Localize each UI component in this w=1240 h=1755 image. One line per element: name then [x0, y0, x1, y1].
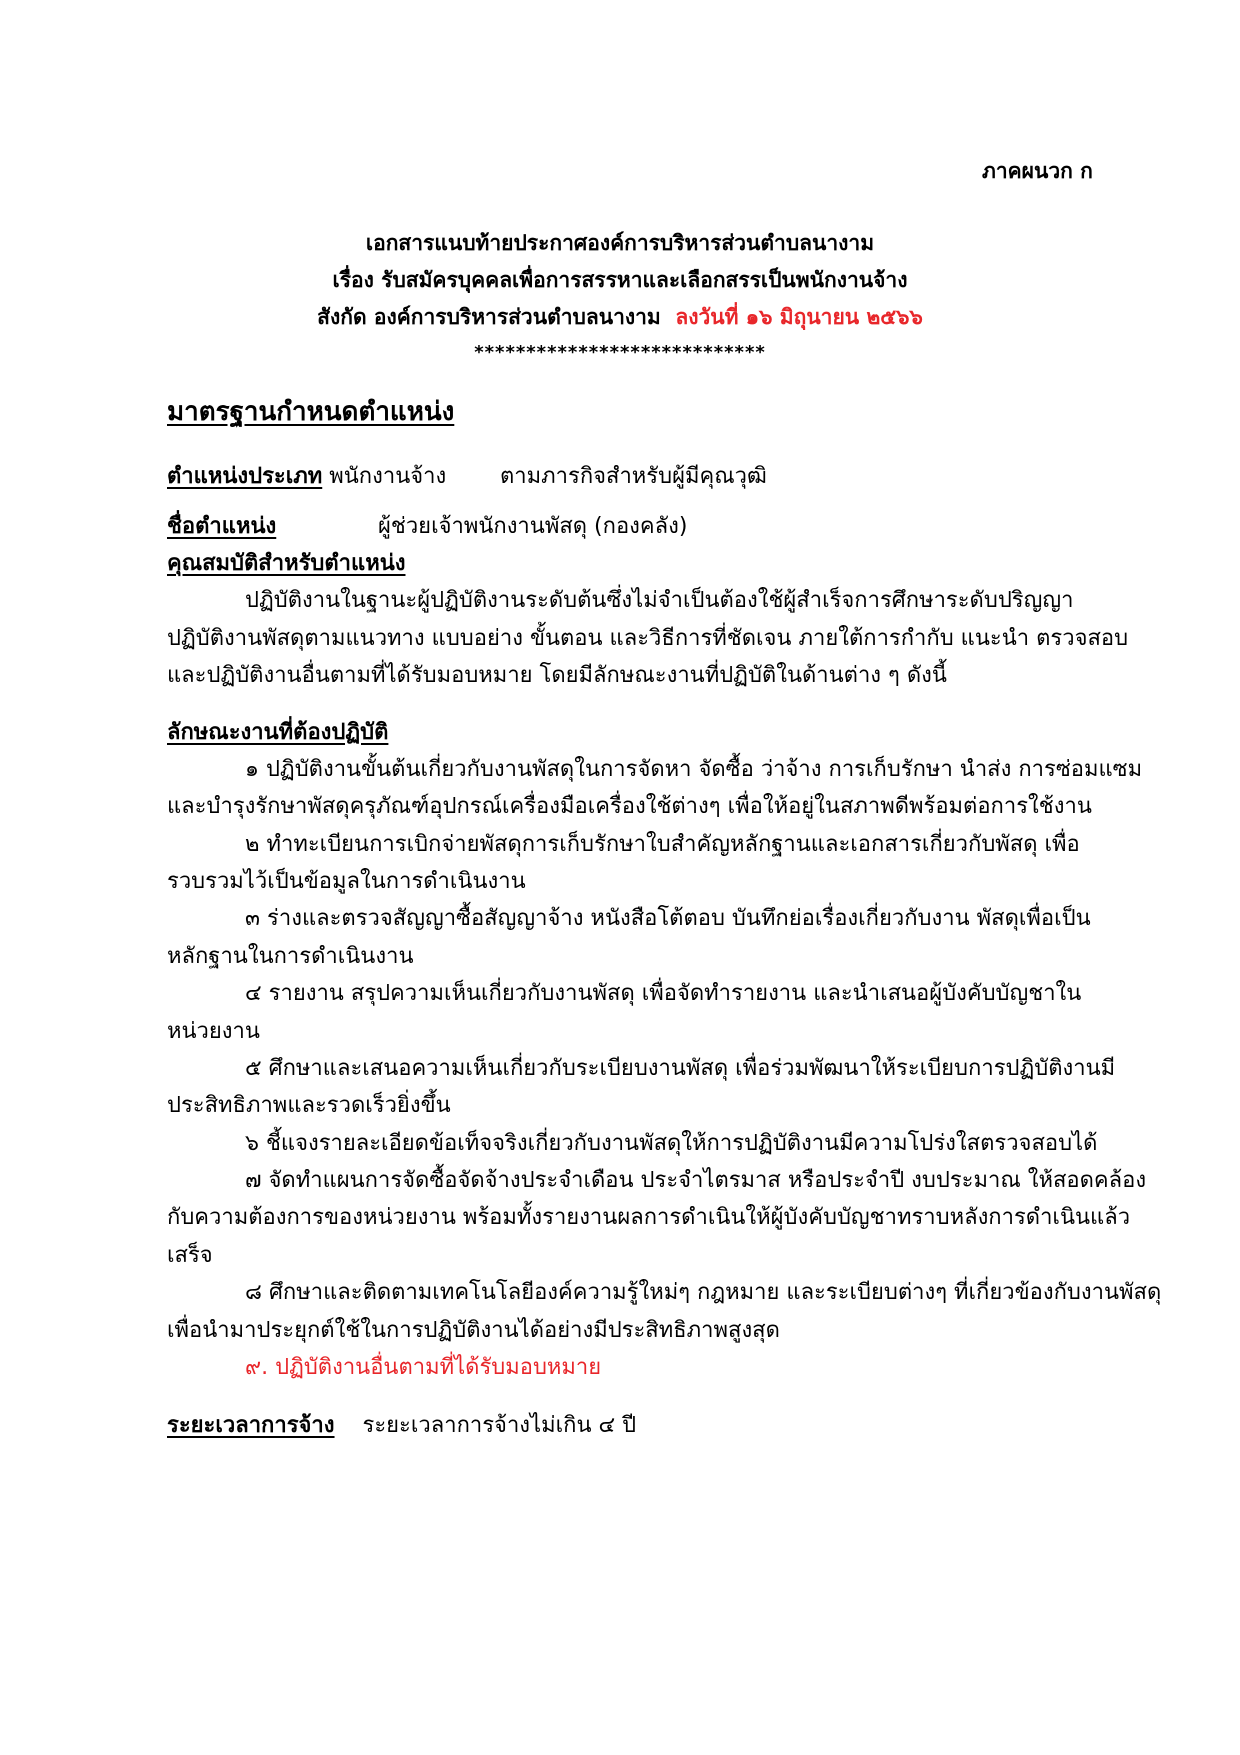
- employment-period-label: ระยะเวลาการจ้าง: [167, 1413, 335, 1438]
- duty-line: เพื่อนำมาประยุกต์ใช้ในการปฏิบัติงานได้อย่างมีประสิทธิภาพสูงสุด: [167, 1318, 780, 1343]
- position-name-value: ผู้ช่วยเจ้าพนักงานพัสดุ (กองคลัง): [378, 514, 688, 539]
- duty-line: หลักฐานในการดำเนินงาน: [167, 944, 414, 969]
- duty-line: ๔ รายงาน สรุปความเห็นเกี่ยวกับงานพัสดุ เพื่อจัดทำรายงาน และนำเสนอผู้บังคับบัญชาใน: [245, 981, 1082, 1006]
- duty-line: ๕ ศึกษาและเสนอความเห็นเกี่ยวกับระเบียบงานพัสดุ เพื่อร่วมพัฒนาให้ระเบียบการปฏิบัติงานมี: [245, 1056, 1116, 1081]
- appendix-label: ภาคผนวก ก: [982, 159, 1093, 183]
- duties-label: ลักษณะงานที่ต้องปฏิบัติ: [167, 720, 389, 745]
- duty-line: กับความต้องการของหน่วยงาน พร้อมทั้งรายงานผลการดำเนินให้ผู้บังคับบัญชาทราบหลังการดำเนินแล้ว: [167, 1205, 1131, 1230]
- qualification-line: ปฏิบัติงานในฐานะผู้ปฏิบัติงานระดับต้นซึ่งไม่จำเป็นต้องใช้ผู้สำเร็จการศึกษาระดับปริญญา: [245, 588, 1074, 613]
- duty-line: ๙. ปฏิบัติงานอื่นตามที่ได้รับมอบหมาย: [245, 1355, 602, 1380]
- duty-line: ๑ ปฏิบัติงานขั้นต้นเกี่ยวกับงานพัสดุในการจัดหา จัดซื้อ ว่าจ้าง การเก็บรักษา นำส่ง การซ่อมแซม: [245, 757, 1143, 782]
- header-line-3-prefix: สังกัด องค์การบริหารส่วนตำบลนางาม: [317, 305, 661, 329]
- section-title: มาตรฐานกำหนดตำแหน่ง: [167, 397, 455, 427]
- duty-line: ๒ ทำทะเบียนการเบิกจ่ายพัสดุการเก็บรักษาใบสำคัญหลักฐานและเอกสารเกี่ยวกับพัสดุ เพื่อ: [245, 832, 1080, 857]
- position-type-value-2: ตามภารกิจสำหรับผู้มีคุณวุฒิ: [500, 464, 767, 489]
- duty-line: ประสิทธิภาพและรวดเร็วยิ่งขึ้น: [167, 1093, 451, 1118]
- duty-line: รวบรวมไว้เป็นข้อมูลในการดำเนินงาน: [167, 869, 526, 894]
- duty-line: ๗ จัดทำแผนการจัดซื้อจัดจ้างประจำเดือน ประจำไตรมาส หรือประจำปี งบประมาณ ให้สอดคล้อง: [245, 1168, 1147, 1193]
- duty-line: และบำรุงรักษาพัสดุครุภัณฑ์อุปกรณ์เครื่องมือเครื่องใช้ต่างๆ เพื่อให้อยู่ในสภาพดีพร้อมต่อการใช้งาน: [167, 794, 1092, 819]
- header-stars: ****************************: [474, 342, 766, 363]
- header-line-1: เอกสารแนบท้ายประกาศองค์การบริหารส่วนตำบลนางาม: [365, 231, 875, 255]
- employment-period-value: ระยะเวลาการจ้างไม่เกิน ๔ ปี: [362, 1413, 637, 1438]
- qualification-line: และปฏิบัติงานอื่นตามที่ได้รับมอบหมาย โดยมีลักษณะงานที่ปฏิบัติในด้านต่าง ๆ ดังนี้: [167, 663, 947, 688]
- qualification-label: คุณสมบัติสำหรับตำแหน่ง: [167, 551, 406, 576]
- header-line-3: [0, 302, 1240, 332]
- position-type-label: ตำแหน่งประเภท: [167, 464, 323, 489]
- position-type-value: พนักงานจ้าง: [329, 464, 447, 489]
- duty-line: ๓ ร่างและตรวจสัญญาซื้อสัญญาจ้าง หนังสือโต้ตอบ บันทึกย่อเรื่องเกี่ยวกับงาน พัสดุเพื่อเป็น: [245, 906, 1091, 931]
- qualification-line: ปฏิบัติงานพัสดุตามแนวทาง แบบอย่าง ขั้นตอน และวิธีการที่ชัดเจน ภายใต้การกำกับ แนะนำ ตรวจสอบ: [167, 626, 1129, 651]
- position-type-row: [167, 462, 446, 492]
- duty-line: หน่วยงาน: [167, 1019, 260, 1044]
- duty-line: เสร็จ: [167, 1243, 213, 1268]
- employment-period-row: [167, 1411, 636, 1441]
- header-date: ลงวันที่ ๑๖ มิถุนายน ๒๕๖๖: [675, 305, 923, 329]
- position-name-label: ชื่อตำแหน่ง: [167, 514, 277, 539]
- duty-line: ๘ ศึกษาและติดตามเทคโนโลยีองค์ความรู้ใหม่ๆ กฎหมาย และระเบียบต่างๆ ที่เกี่ยวข้องกับงานพัสดุ: [245, 1280, 1162, 1305]
- duty-line: ๖ ชี้แจงรายละเอียดข้อเท็จจริงเกี่ยวกับงานพัสดุให้การปฏิบัติงานมีความโปร่งใสตรวจสอบได้: [245, 1131, 1098, 1156]
- header-line-2: เรื่อง รับสมัครบุคคลเพื่อการสรรหาและเลือกสรรเป็นพนักงานจ้าง: [332, 268, 908, 292]
